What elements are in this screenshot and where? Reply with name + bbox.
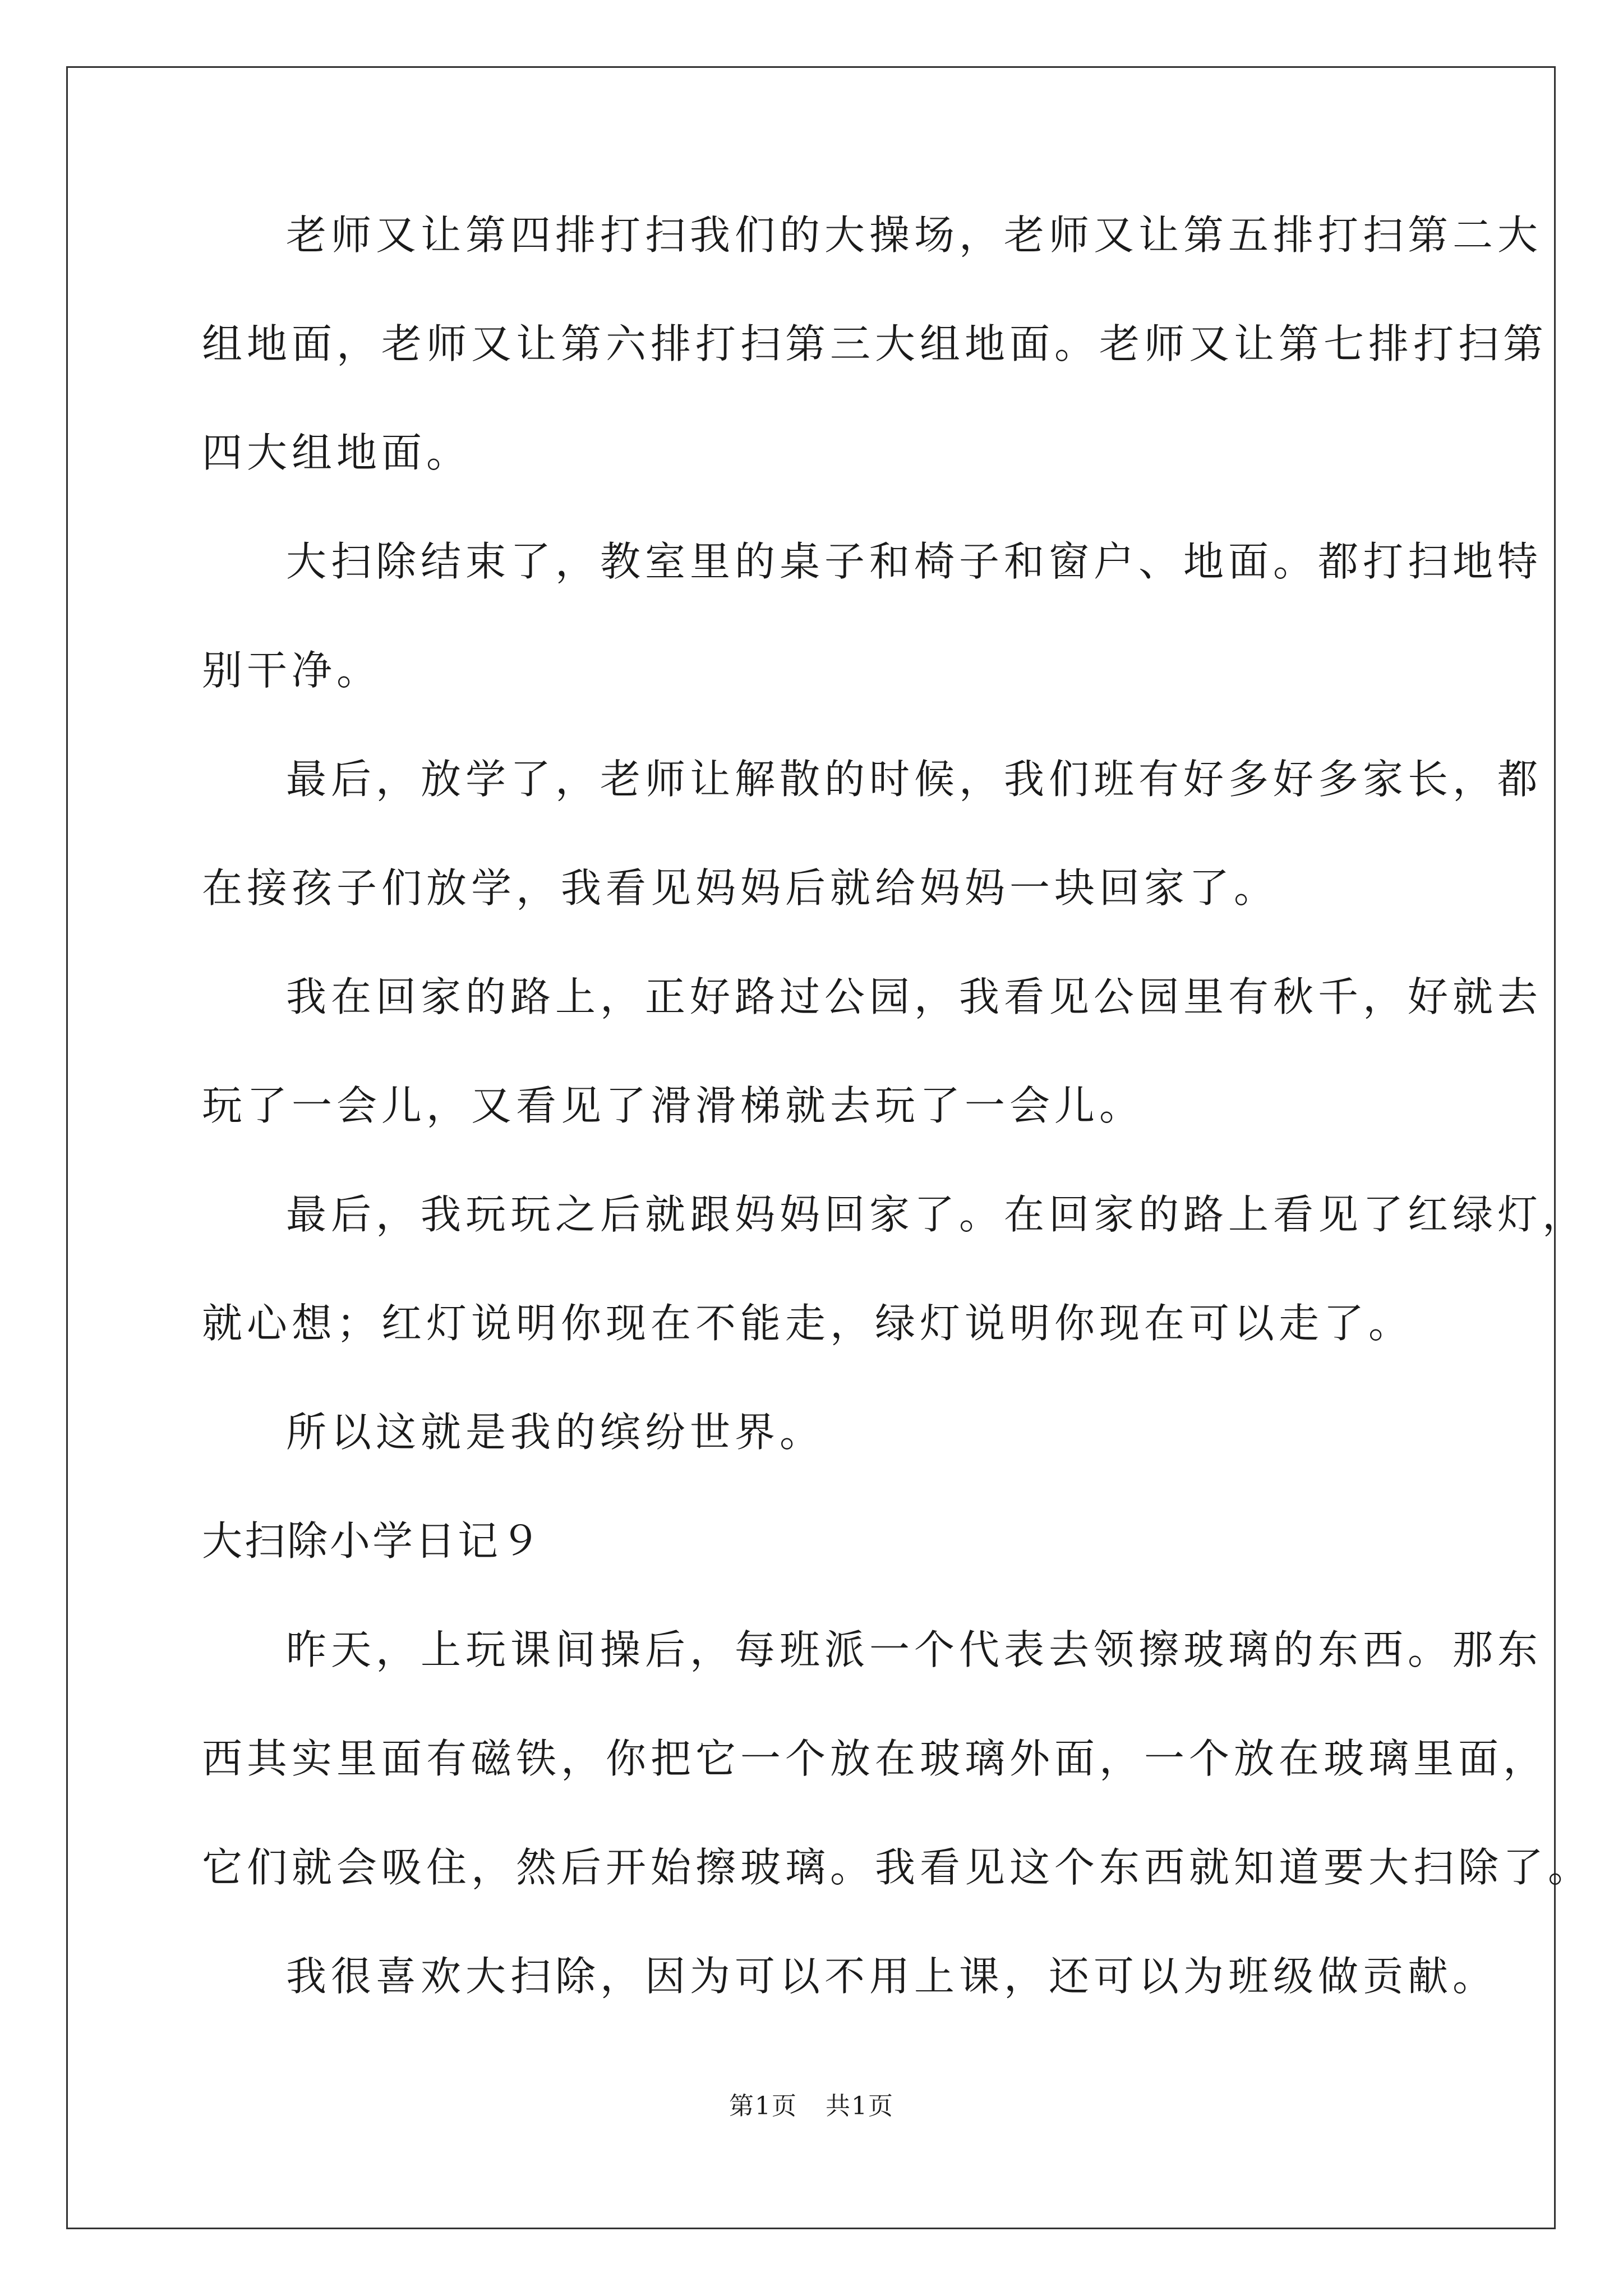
text-line: 它们就会吸住，然后开始擦玻璃。我看见这个东西就知道要大扫除了。	[202, 1844, 1593, 1891]
text-line: 玩了一会儿，又看见了滑滑梯就去玩了一会儿。	[202, 1082, 1145, 1129]
text-line: 最后，我玩玩之后就跟妈妈回家了。在回家的路上看见了红绿灯，	[286, 1191, 1588, 1238]
text-line: 西其实里面有磁铁，你把它一个放在玻璃外面，一个放在玻璃里面，	[202, 1735, 1548, 1782]
text-line: 就心想；红灯说明你现在不能走，绿灯说明你现在可以走了。	[202, 1300, 1414, 1347]
page-total: 共1页	[826, 2092, 894, 2120]
text-line: 我很喜欢大扫除，因为可以不用上课，还可以为班级做贡献。	[286, 1953, 1498, 2000]
text-line: 所以这就是我的缤纷世界。	[286, 1409, 825, 1456]
page-footer	[0, 2090, 1623, 2123]
text-line: 昨天，上玩课间操后，每班派一个代表去领擦玻璃的东西。那东	[286, 1626, 1543, 1673]
text-line: 在接孩子们放学，我看见妈妈后就给妈妈一块回家了。	[202, 864, 1279, 912]
text-line: 最后，放学了，老师让解散的时候，我们班有好多好多家长，都	[286, 756, 1543, 803]
text-line: 四大组地面。	[202, 429, 472, 476]
document-body	[202, 208, 1593, 2058]
text-line: 组地面，老师又让第六排打扫第三大组地面。老师又让第七排打扫第	[202, 320, 1548, 367]
text-line: 老师又让第四排打扫我们的大操场，老师又让第五排打扫第二大	[286, 211, 1543, 259]
text-line: 我在回家的路上，正好路过公园，我看见公园里有秋千，好就去	[286, 973, 1543, 1020]
text-line: 大扫除结束了，教室里的桌子和椅子和窗户、地面。都打扫地特	[286, 538, 1543, 585]
text-line: 别干净。	[202, 647, 382, 694]
page-number: 第1页	[729, 2092, 797, 2120]
section-heading: 大扫除小学日记９	[202, 1517, 543, 1565]
